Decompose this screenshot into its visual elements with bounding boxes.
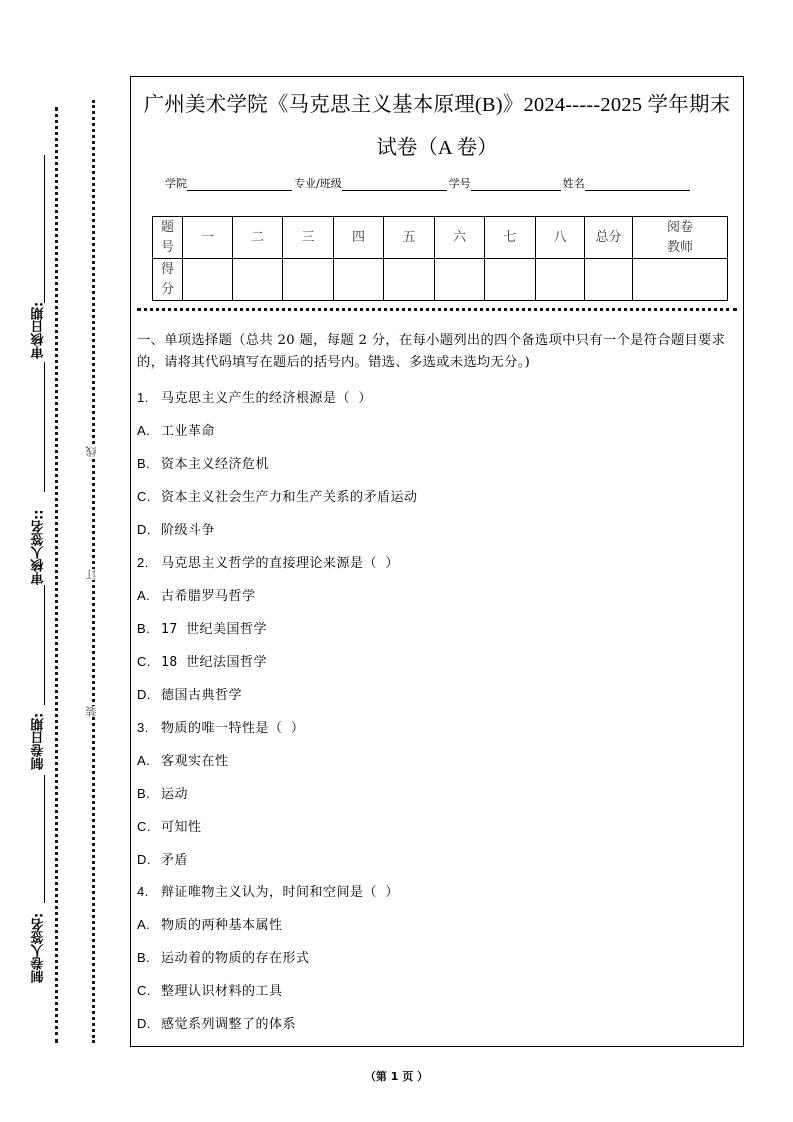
col-header: 五: [384, 217, 435, 259]
binding-margin: [0, 0, 125, 1122]
score-cell[interactable]: [283, 259, 334, 301]
exam-subtitle: 试卷（A 卷）: [376, 137, 498, 159]
col-header: 四: [334, 217, 384, 259]
bind-char-bind: 装: [84, 706, 104, 717]
option-2c[interactable]: C. 18 世纪法国哲学: [137, 654, 267, 670]
major-class-field[interactable]: [342, 178, 447, 191]
col-header: 三: [283, 217, 334, 259]
review-date-label: 审核日期:: [31, 301, 47, 359]
student-id-field[interactable]: [471, 178, 561, 191]
question-4: 4. 辩证唯物主义认为，时间和空间是（ ）: [137, 884, 399, 900]
name-label: 姓名: [562, 177, 585, 190]
score-cell[interactable]: [485, 259, 536, 301]
section-instructions: 一、单项选择题（总共 20 题，每题 2 分，在每小题列出的四个备选项中只有一个是符合题目要求的，请将其代码填写在题后的括号内。错选、多选或未选均无分。): [137, 333, 726, 370]
option-3b[interactable]: B. 运动: [137, 786, 189, 802]
col-header: 二: [233, 217, 283, 259]
option-4b[interactable]: B. 运动着的物质的存在形式: [137, 950, 310, 966]
score-cell[interactable]: [334, 259, 384, 301]
option-2a[interactable]: A. 古希腊罗马哲学: [137, 588, 256, 604]
question-3: 3. 物质的唯一特性是（ ）: [137, 720, 305, 736]
college-field[interactable]: [187, 178, 292, 191]
student-info-fields: [165, 175, 692, 191]
question-1: 1. 马克思主义产生的经济根源是（ ）: [137, 390, 372, 406]
col-header: 六: [435, 217, 485, 259]
page-number: （第 1 页 ）: [364, 1070, 429, 1083]
question-2: 2. 马克思主义哲学的直接理论来源是（ ）: [137, 555, 399, 571]
name-field[interactable]: [585, 178, 690, 191]
college-label: 学院: [165, 177, 187, 190]
score-table: [152, 216, 728, 301]
option-4a[interactable]: A. 物质的两种基本属性: [137, 917, 283, 933]
option-4d[interactable]: D. 感觉系列调整了的体系: [137, 1016, 297, 1032]
col-header: 七: [485, 217, 536, 259]
major-class-label: 专业/班级: [294, 177, 342, 190]
option-3a[interactable]: A. 客观实在性: [137, 753, 229, 769]
bind-char-line: 线: [84, 446, 104, 457]
score-cell[interactable]: [183, 259, 233, 301]
reviewer-signature-line[interactable]: [44, 362, 45, 492]
paper-date-label: 制卷日期:: [31, 712, 47, 770]
option-2b[interactable]: B. 17 世纪美国哲学: [137, 621, 267, 637]
review-date-line[interactable]: [44, 155, 45, 303]
score-cell[interactable]: [536, 259, 585, 301]
score-cell[interactable]: [384, 259, 435, 301]
score-cell[interactable]: [435, 259, 485, 301]
score-table-score-row: [153, 259, 728, 301]
paper-maker-signature-label: 制卷人签名:: [31, 912, 47, 983]
paper-date-line[interactable]: [44, 585, 45, 705]
option-2d[interactable]: D. 德国古典哲学: [137, 687, 243, 703]
exam-title: 广州美术学院《马克思主义基本原理(B)》2024-----2025 学年期末: [143, 94, 731, 116]
dotted-separator: [137, 308, 737, 311]
score-cell[interactable]: [233, 259, 283, 301]
score-table-header-row: [153, 217, 728, 259]
grader-cell[interactable]: [633, 259, 728, 301]
option-3c[interactable]: C. 可知性: [137, 819, 202, 835]
col-header: 一: [183, 217, 233, 259]
option-4c[interactable]: C. 整理认识材料的工具: [137, 983, 283, 999]
option-1c[interactable]: C. 资本主义社会生产力和生产关系的矛盾运动: [137, 489, 418, 505]
question-number-header: 题 号: [153, 217, 183, 259]
exam-paper-frame: [130, 76, 744, 1047]
col-header-total: 总分: [585, 217, 633, 259]
reviewer-signature-label: 审核人签名::: [31, 509, 47, 585]
option-1a[interactable]: A. 工业革命: [137, 423, 216, 439]
grader-header: 阅卷 教师: [633, 217, 728, 259]
bind-char-staple: 订: [84, 569, 104, 580]
score-row-header: 得 分: [153, 259, 183, 301]
option-1b[interactable]: B. 资本主义经济危机: [137, 456, 270, 472]
option-1d[interactable]: D. 阶级斗争: [137, 522, 216, 538]
score-cell-total[interactable]: [585, 259, 633, 301]
paper-maker-signature-line[interactable]: [44, 775, 45, 903]
col-header: 八: [536, 217, 585, 259]
option-3d[interactable]: D. 矛盾: [137, 852, 189, 868]
student-id-label: 学号: [448, 177, 471, 190]
dotted-cut-line-inner: [55, 107, 58, 1043]
